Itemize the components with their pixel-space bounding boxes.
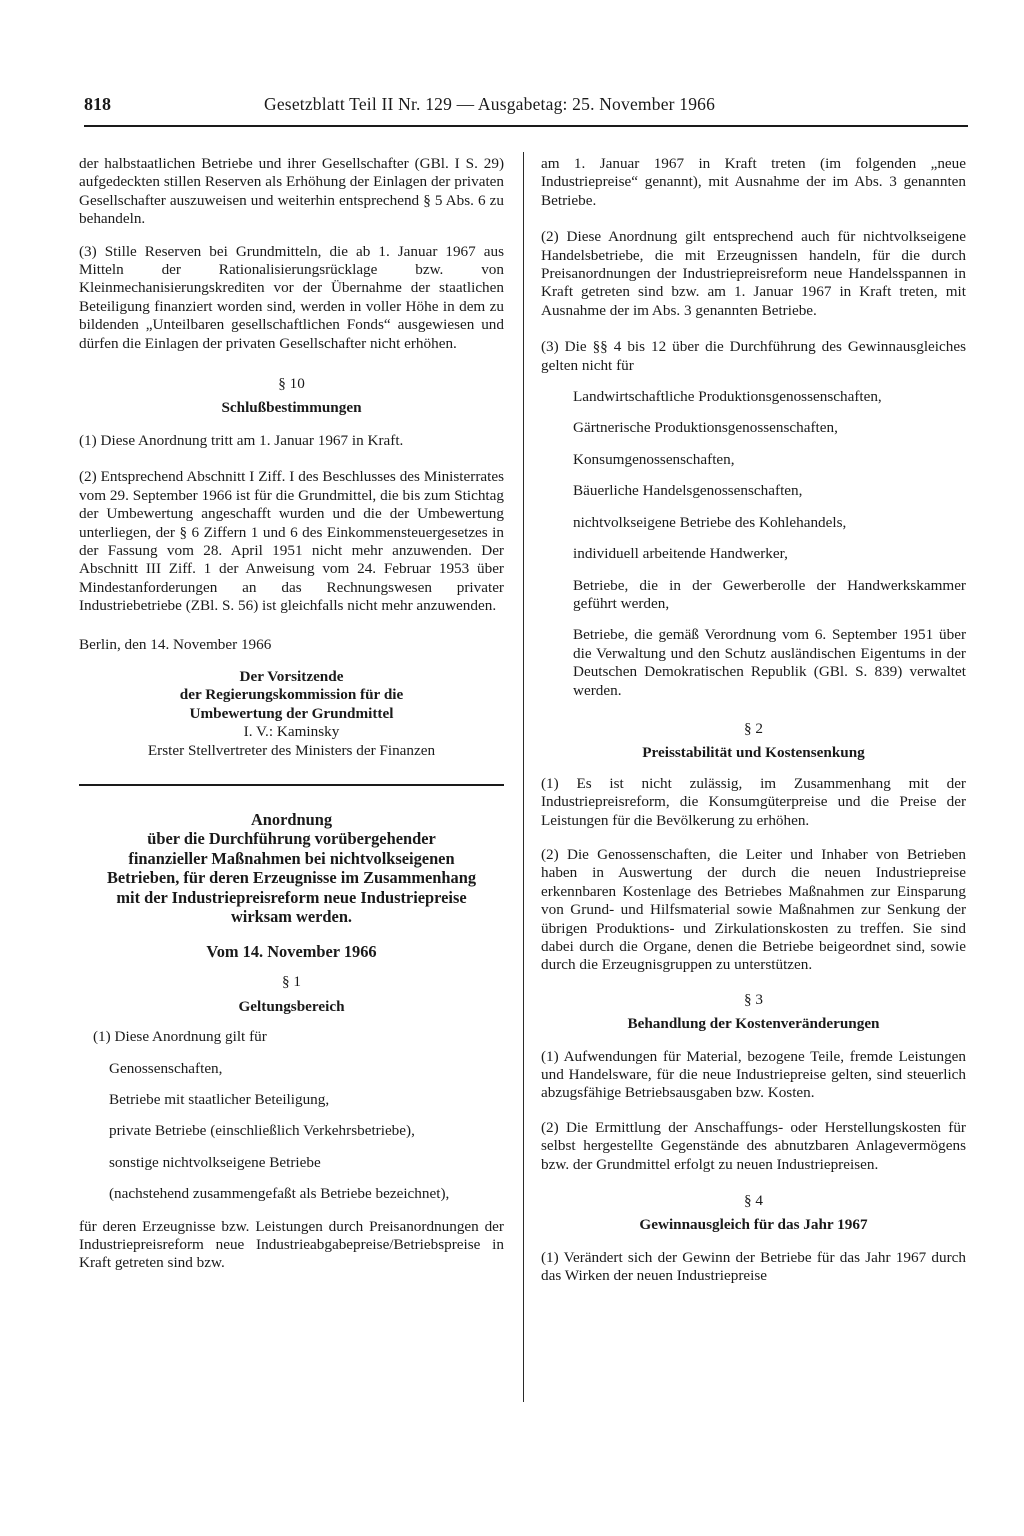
section-2-title: Preisstabilität und Kostensenkung	[642, 744, 865, 762]
ordinance-title-line-2: über die Durchführung vorübergehender	[147, 829, 436, 849]
place-date: Berlin, den 14. November 1966	[79, 635, 272, 653]
column-divider	[523, 152, 524, 1402]
header-rule	[84, 125, 968, 127]
section-3-paragraph-2: (2) Die Ermittlung der Anschaffungs- oder Herstellungskosten für selbst hergestellte Gegenstände des abnutzbaren Anlagevermögens bzw. der Grundmittel erfolgt zu neuen Industriepreisen.	[541, 1118, 966, 1173]
paragraph-continuation-right: am 1. Januar 1967 in Kraft treten (im folgenden „neue Industriepreise“ genannt), mit Ausnahme der im Abs. 3 genannten Betriebe.	[541, 155, 966, 209]
signature-line-1: Der Vorsitzende	[239, 667, 344, 685]
section-10-number: § 10	[278, 375, 305, 393]
section-1-paragraph-1: (1) Diese Anordnung gilt für	[93, 1028, 267, 1046]
page-header	[84, 92, 968, 122]
signatory-name: I. V.: Kaminsky	[243, 723, 340, 741]
list-item: Konsumgenossenschaften,	[573, 450, 735, 468]
list-item: sonstige nichtvolkseigene Betriebe	[109, 1153, 321, 1171]
section-divider	[79, 784, 504, 786]
section-1-paragraph-3: (3) Die §§ 4 bis 12 über die Durchführung des Gewinnausgleiches gelten nicht für	[541, 338, 966, 374]
page-number: 818	[84, 94, 111, 114]
list-item: Bäuerliche Handelsgenossenschaften,	[573, 482, 803, 500]
section-4-number: § 4	[744, 1192, 763, 1210]
list-item: Betriebe mit staatlicher Beteiligung,	[109, 1091, 330, 1108]
section-3-paragraph-1: (1) Aufwendungen für Material, bezogene Teile, fremde Leistungen und Handelsware, für die neue Industriepreise gelten, sind steuerlich abzugsfähige Betriebsausgaben bzw. Kosten.	[541, 1047, 966, 1102]
section-2-number: § 2	[744, 719, 763, 737]
section-10-paragraph-2: (2) Entsprechend Abschnitt I Ziff. I des Beschlusses des Ministerrates vom 29. September 1966 ist für die Grundmittel, die bis zum Stichtag der Umbewertung angeschafft wurden und die der Umbewertung unterliegen, der § 6 Ziffern 1 und 6 des Einkommensteuergesetzes in der Fassung vom 28. April 1951 nicht mehr anzuwenden. Der Abschnitt III Ziff. 1 der Anweisung vom 24. Februar 1953 über Mindestanforderungen an das Rechnungswesen privater Industriebetriebe (ZBl. S. 56) ist gleichfalls nicht mehr anzuwenden.	[79, 468, 504, 615]
list-item: individuell arbeitende Handwerker,	[573, 545, 788, 563]
section-4-title: Gewinnausgleich für das Jahr 1967	[639, 1216, 868, 1234]
left-column	[79, 155, 504, 1273]
list-item: Betriebe, die in der Gewerberolle der Handwerkskammer geführt werden,	[573, 576, 966, 612]
right-column	[541, 155, 966, 1286]
section-1-number: § 1	[282, 973, 301, 991]
section-1-paragraph-2: (2) Diese Anordnung gilt entsprechend auch für nichtvolkseigene Handelsbetriebe, die mit Erzeugnissen handeln, für die durch Preisanordnungen der Industriepreisreform neue Handelsspannen in Kraft getreten sind bzw. am 1. Januar 1967 in Kraft treten, mit Ausnahme der im Abs. 3 genannten Betriebe.	[541, 228, 966, 319]
list-item: private Betriebe (einschließlich Verkehrsbetriebe),	[109, 1122, 415, 1140]
section-10-paragraph-1: (1) Diese Anordnung tritt am 1. Januar 1967 in Kraft.	[79, 431, 404, 449]
list-item: Landwirtschaftliche Produktionsgenossenschaften,	[573, 388, 882, 406]
section-3-number: § 3	[744, 990, 763, 1008]
signature-block	[79, 668, 504, 760]
list-item: Gärtnerische Produktionsgenossenschaften,	[573, 419, 838, 437]
section-4-paragraph-1: (1) Verändert sich der Gewinn der Betriebe für das Jahr 1967 durch das Wirken der neuen Industriepreise	[541, 1248, 966, 1285]
ordinance-title-line-4: Betrieben, für deren Erzeugnisse im Zusammenhang	[106, 868, 477, 888]
section-10-title: Schlußbestimmungen	[221, 399, 362, 417]
header-title: Gesetzblatt Teil II Nr. 129 — Ausgabetag: 25. November 1966	[264, 94, 716, 114]
section-2-paragraph-1: (1) Es ist nicht zulässig, im Zusammenhang mit der Industriepreisreform, die Konsumgüterpreise und die Preise der Leistungen für die Bevölkerung zu erhöhen.	[541, 774, 966, 829]
exemption-list	[541, 388, 966, 700]
signature-line-3: Umbewertung der Grundmittel	[189, 704, 394, 722]
list-item: Betriebe, die gemäß Verordnung vom 6. September 1951 über die Verwaltung und den Schutz ausländischen Eigentums in der Deutschen Demokratischen Republik (GBl. S. 839) verwaltet werden.	[573, 626, 966, 699]
list-item: (nachstehend zusammengefaßt als Betriebe bezeichnet),	[109, 1185, 450, 1203]
section-1-paragraph-1-continued: für deren Erzeugnisse bzw. Leistungen durch Preisanordnungen der Industriepreisreform neue Industrieabgabepreise/Betriebspreise in Kraft getreten sind bzw.	[79, 1217, 504, 1272]
signatory-title: Erster Stellvertreter des Ministers der Finanzen	[147, 741, 436, 759]
ordinance-title-line-3: finanzieller Maßnahmen bei nichtvolkseigenen	[128, 848, 455, 868]
ordinance-title-line-1: Anordnung	[250, 809, 333, 829]
ordinance-title-line-6: wirksam werden.	[230, 907, 353, 927]
ordinance-date: Vom 14. November 1966	[206, 941, 377, 961]
ordinance-title	[79, 810, 504, 927]
paragraph-3-stille-reserven: (3) Stille Reserven bei Grundmitteln, die ab 1. Januar 1967 aus Mitteln der Rationalisierungsrücklage bzw. von Kleinmechanisierungskrediten vor der Übernahme der staatlichen Beteiligung finanziert worden sind, werden in voller Höhe in dem zu bildenden „Unteilbaren gesellschaftlichen Fonds“ ausgewiesen und dürfen die Einlagen der privaten Gesellschafter nicht erhöhen.	[79, 242, 504, 352]
list-item: Genossenschaften,	[109, 1059, 223, 1077]
paragraph-continuation: der halbstaatlichen Betriebe und ihrer Gesellschafter (GBl. I S. 29) aufgedeckten stillen Reserven als Erhöhung der Einlagen der privaten Gesellschafter auszuweisen und weiterhin entsprechend § 5 Abs. 6 zu behandeln.	[79, 155, 504, 228]
section-2-paragraph-2: (2) Die Genossenschaften, die Leiter und Inhaber von Betrieben haben in Auswertung der durch die neuen Industriepreise erkennbaren Kostenlage des Betriebes Maßnahmen zur Einsparung von Grund- und Hilfsmaterial sowie Maßnahmen zur Senkung der übrigen Produktions- und Zirkulationskosten zu treffen. Sie sind dabei durch die Organe, denen die Betriebe beigeordnet sind, sowie durch die Erzeugnisgruppen zu unterstützen.	[541, 845, 966, 974]
section-3-title: Behandlung der Kostenveränderungen	[627, 1015, 880, 1033]
scope-list	[79, 1060, 504, 1204]
signature-line-2: der Regierungskommission für die	[179, 686, 404, 704]
ordinance-title-line-5: mit der Industriepreisreform neue Industriepreise	[116, 887, 467, 907]
section-1-title: Geltungsbereich	[238, 997, 345, 1015]
list-item: nichtvolkseigene Betriebe des Kohlehandels,	[573, 513, 847, 531]
